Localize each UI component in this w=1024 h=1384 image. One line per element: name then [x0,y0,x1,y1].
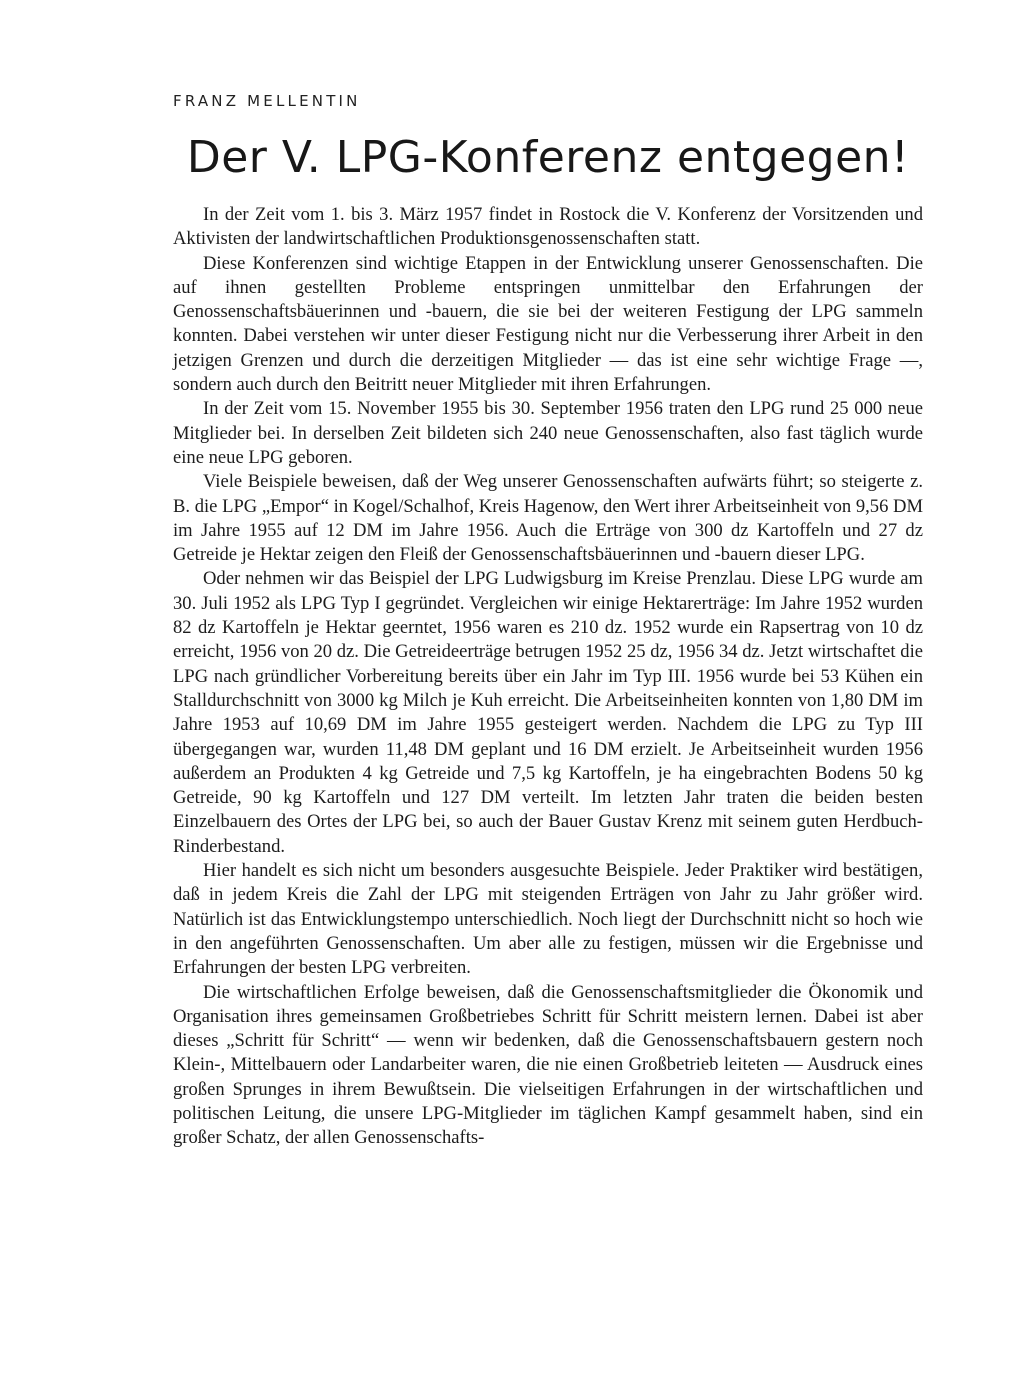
paragraph-4: Viele Beispiele beweisen, daß der Weg unserer Genossenschaften aufwärts führt; so steigerte z. B. die LPG „Empor“ in Kogel/Schalhof, Kreis Hagenow, den Wert ihrer Arbeitseinheit von 9,56 DM im Jahre 1955 auf 12 DM im Jahre 1956. Auch die Erträge von 300 dz Kartoffeln und 27 dz Getreide je Hektar zeigen den Fleiß der Genossenschaftsbäuerinnen und -bauern dieser LPG. [173,471,923,566]
paragraph-7: Die wirtschaftlichen Erfolge beweisen, daß die Genossenschaftsmitglieder die Ökonomik und Organisation ihres gemeinsamen Großbetriebes Schritt für Schritt meistern lernen. Dabei ist aber dieses „Schritt für Schritt“ — wenn wir bedenken, daß die Genossenschaftsbauern gestern noch Klein-, Mittelbauern oder Landarbeiter waren, die nie einen Großbetrieb leiteten — Ausdruck eines großen Sprunges in ihrem Bewußtsein. Die vielseitigen Erfahrungen in der wirtschaftlichen und politischen Leitung, die unsere LPG-Mitglieder im täglichen Kampf gesammelt haben, sind ein großer Schatz, der allen Genossenschafts- [173,981,923,1149]
paragraph-5: Oder nehmen wir das Beispiel der LPG Ludwigsburg im Kreise Prenzlau. Diese LPG wurde am 30. Juli 1952 als LPG Typ I gegründet. Vergleichen wir einige Hektarerträge: Im Jahre 1952 wurden 82 dz Kartoffeln je Hektar geerntet, 1956 waren es 210 dz. 1952 wurde ein Rapsertrag von 10 dz erreicht, 1956 von 20 dz. Die Getreideerträge betrugen 1952 25 dz, 1956 34 dz. Jetzt wirtschaftet die LPG nach gründlicher Vorbereitung bereits über ein Jahr im Typ III. 1956 wurde bei 53 Kühen ein Stalldurchschnitt von 3000 kg Milch je Kuh erreicht. Die Arbeitseinheiten konnten von 1,80 DM im Jahre 1953 auf 10,69 DM im Jahre 1955 gesteigert werden. Nachdem die LPG zu Typ III übergegangen war, wurden 11,48 DM geplant und 16 DM erzielt. Je Arbeitseinheit wurden 1956 außerdem an Produkten 4 kg Getreide und 7,5 kg Kartoffeln, je ha eingebrachten Bodens 50 kg Getreide, 90 kg Kartoffeln und 127 DM verteilt. Im letzten Jahr traten die beiden besten Einzelbauern des Ortes der LPG bei, so auch der Bauer Gustav Krenz mit seinem guten Herdbuch-Rinderbestand. [173,568,923,857]
paragraph-1: In der Zeit vom 1. bis 3. März 1957 findet in Rostock die V. Konferenz der Vorsitzenden und Aktivisten der landwirtschaftlichen Produktionsgenossenschaften statt. [173,204,923,250]
article-body [173,203,923,1151]
paragraph-6: Hier handelt es sich nicht um besonders ausgesuchte Beispiele. Jeder Praktiker wird bestätigen, daß in jedem Kreis die Zahl der LPG mit steigenden Erträgen von Jahr zu Jahr größer wird. Natürlich ist das Entwicklungstempo unterschiedlich. Noch liegt der Durchschnitt nicht so hoch wie in den angeführten Genossenschaften. Um aber alle zu festigen, müssen wir die Ergebnisse und Erfahrungen der besten LPG verbreiten. [173,860,923,979]
author-name: FRANZ MELLENTIN [173,92,361,110]
paragraph-2: Diese Konferenzen sind wichtige Etappen in der Entwicklung unserer Genossenschaften. Die auf ihnen gestellten Probleme entspringen unmittelbar den Erfahrungen der Genossenschaftsbäuerinnen und -bauern, die sie bei der weiteren Festigung der LPG sammeln konnten. Dabei verstehen wir unter dieser Festigung nicht nur die Verbesserung ihrer Arbeit in den jetzigen Grenzen und durch die derzeitigen Mitglieder — das ist eine sehr wichtige Frage —, sondern auch durch den Beitritt neuer Mitglieder mit ihren Erfahrungen. [173,252,923,396]
paragraph-3: In der Zeit vom 15. November 1955 bis 30. September 1956 traten den LPG rund 25 000 neue Mitglieder bei. In derselben Zeit bildeten sich 240 neue Genossenschaften, also fast täglich wurde eine neue LPG geboren. [173,398,923,468]
article-title: Der V. LPG-Konferenz entgegen! [186,132,910,183]
